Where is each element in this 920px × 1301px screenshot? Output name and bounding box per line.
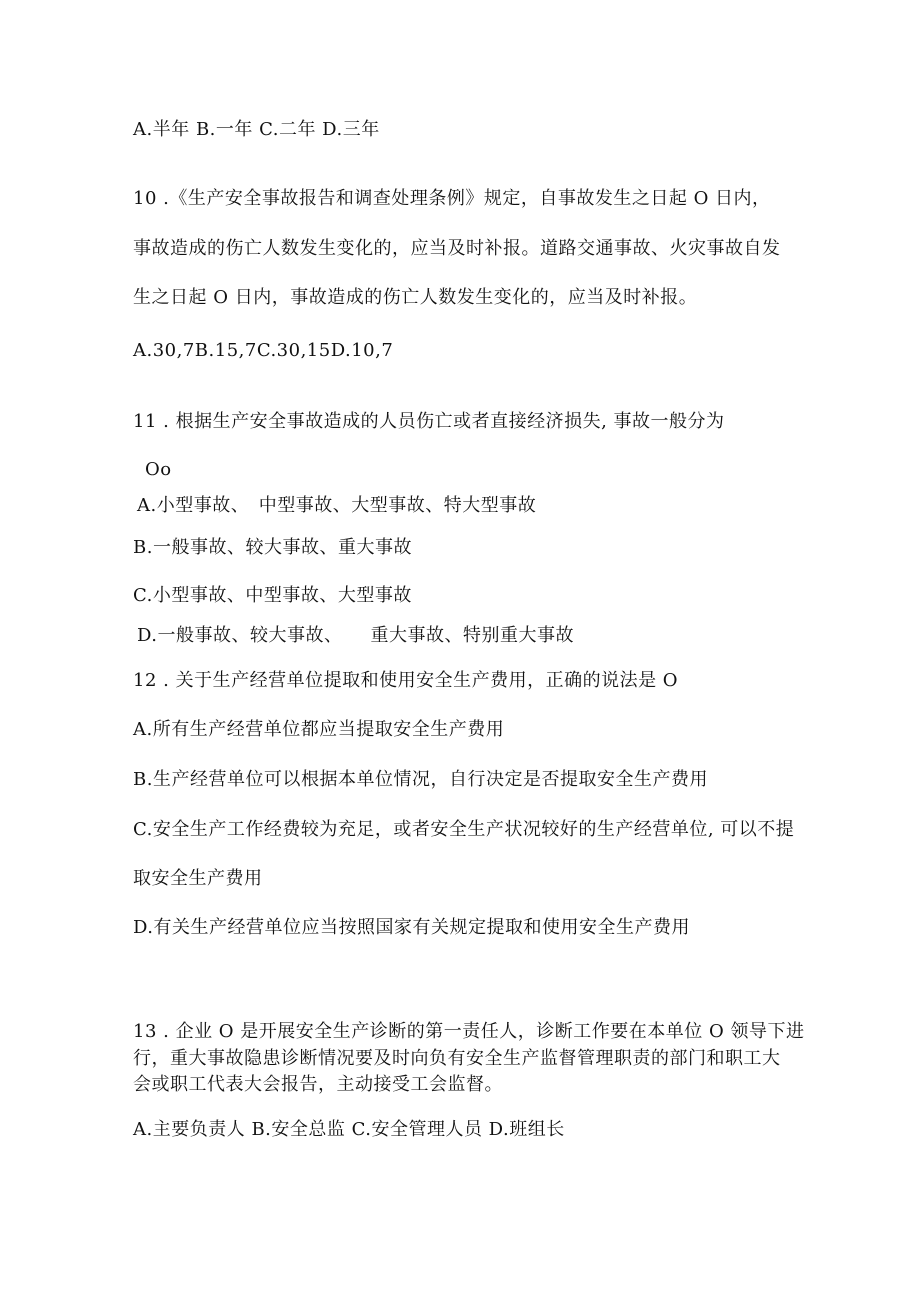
q9-options: A.半年 B.一年 C.二年 D.三年 [133,119,380,140]
q11-option-c: C.小型事故、中型事故、大型事故 [133,585,412,606]
q13-stem-line1: 13 . 企业 O 是开展安全生产诊断的第一责任人，诊断工作要在本单位 O 领导下进 [133,1021,805,1042]
q11-stem-line1: 11 . 根据生产安全事故造成的人员伤亡或者直接经济损失, 事故一般分为 [133,411,725,432]
q13-options: A.主要负责人 B.安全总监 C.安全管理人员 D.班组长 [133,1119,565,1140]
q12-option-c-line1: C.安全生产工作经费较为充足，或者安全生产状况较好的生产经营单位, 可以不提 [133,819,795,840]
q10-stem-line1: 10 .《生产安全事故报告和调查处理条例》规定，自事故发生之日起 O 日内， [133,188,771,209]
q11-option-d: D.一般事故、较大事故、 重大事故、特别重大事故 [137,625,575,646]
q12-stem: 12 . 关于生产经营单位提取和使用安全生产费用，正确的说法是 O [133,670,679,691]
q13-stem-line2: 行，重大事故隐患诊断情况要及时向负有安全生产监督管理职责的部门和职工大 [133,1048,781,1069]
q13-stem-line3: 会或职工代表大会报告，主动接受工会监督。 [133,1074,503,1095]
q11-option-b: B.一般事故、较大事故、重大事故 [133,537,412,558]
q10-options: A.30,7B.15,7C.30,15D.10,7 [133,340,394,361]
q12-option-d: D.有关生产经营单位应当按照国家有关规定提取和使用安全生产费用 [133,917,691,938]
q12-option-a: A.所有生产经营单位都应当提取安全生产费用 [133,719,505,740]
q11-stem-line2: Oo [145,459,172,480]
q12-option-c-line2: 取安全生产费用 [133,868,263,889]
q10-stem-line3: 生之日起 O 日内，事故造成的伤亡人数发生变化的，应当及时补报。 [133,287,698,308]
q10-stem-line2: 事故造成的伤亡人数发生变化的，应当及时补报。道路交通事故、火灾事故自发 [133,238,781,259]
q11-option-a: A.小型事故、 中型事故、大型事故、特大型事故 [137,495,537,516]
q12-option-b: B.生产经营单位可以根据本单位情况，自行决定是否提取安全生产费用 [133,769,708,790]
